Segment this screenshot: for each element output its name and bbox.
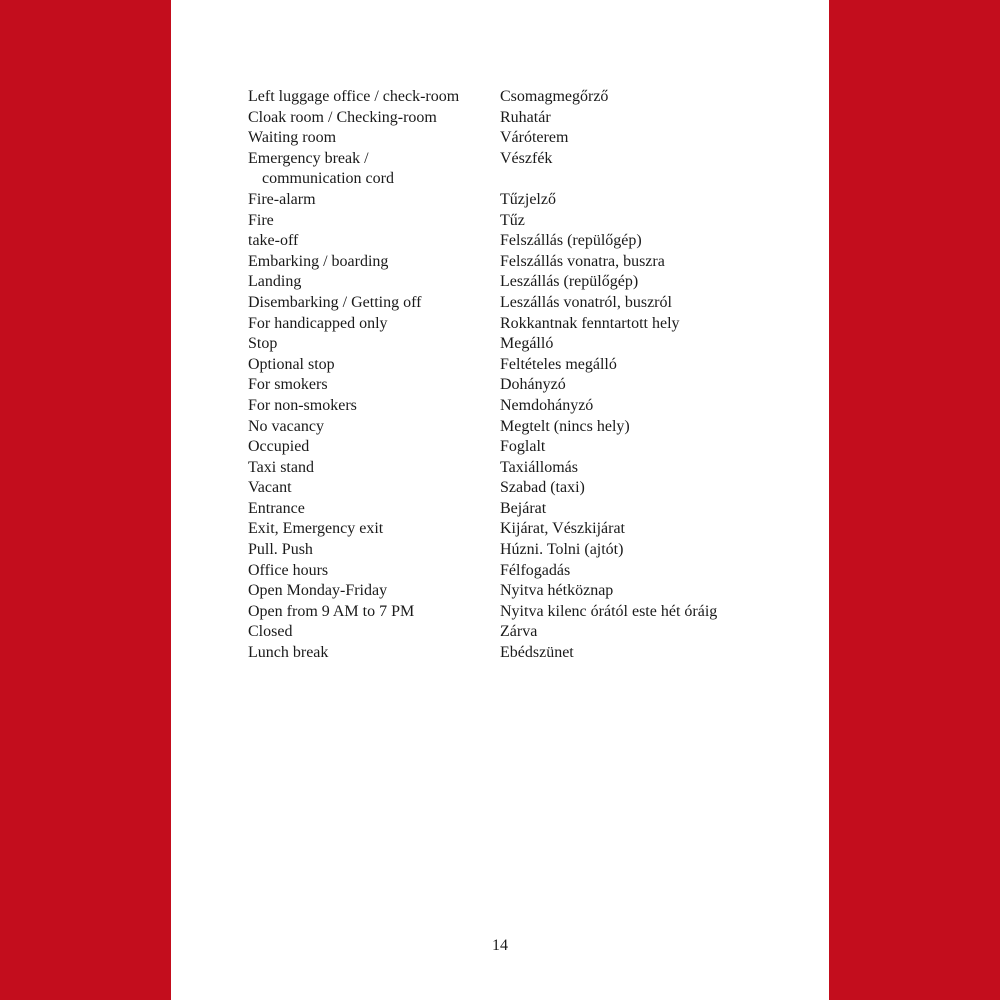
english-phrase	[248, 581, 500, 602]
hungarian-phrase: Félfogadás	[500, 561, 571, 579]
hungarian-phrase: Váróterem	[500, 129, 569, 147]
phrase-row	[248, 211, 808, 232]
phrase-row	[248, 108, 808, 129]
english-phrase-text: Exit, Emergency exit	[248, 520, 384, 538]
hungarian-phrase: Ruhatár	[500, 108, 551, 126]
phrase-row	[248, 581, 808, 602]
hungarian-phrase: Felszállás (repülőgép)	[500, 232, 642, 250]
english-phrase-text: Open from 9 AM to 7 PM	[248, 602, 415, 620]
hungarian-phrase: Leszállás vonatról, buszról	[500, 293, 672, 311]
phrase-row	[248, 540, 808, 561]
english-phrase-text: Emergency break /	[248, 149, 369, 167]
english-phrase-text: Taxi stand	[248, 458, 314, 476]
english-phrase-text: Fire	[248, 211, 274, 229]
english-phrase-text: Landing	[248, 273, 302, 291]
phrase-row	[248, 458, 808, 479]
hungarian-phrase: Felszállás vonatra, buszra	[500, 252, 665, 270]
phrase-row	[248, 622, 808, 643]
english-phrase-text: Disembarking / Getting off	[248, 293, 422, 311]
english-phrase	[248, 231, 500, 252]
phrase-row	[248, 561, 808, 582]
phrase-list	[248, 87, 808, 664]
english-phrase	[248, 334, 500, 355]
hungarian-phrase: Bejárat	[500, 499, 547, 517]
english-phrase-text: Embarking / boarding	[248, 252, 389, 270]
hungarian-phrase: Foglalt	[500, 438, 546, 456]
phrase-row	[248, 499, 808, 520]
english-phrase	[248, 478, 500, 499]
phrase-row	[248, 293, 808, 314]
english-phrase	[248, 643, 500, 664]
phrase-row	[248, 417, 808, 438]
english-phrase-text: take-off	[248, 232, 299, 250]
english-phrase	[248, 417, 500, 438]
english-phrase-text: Office hours	[248, 561, 329, 579]
page-number: 14	[492, 937, 508, 954]
english-phrase-text: Fire-alarm	[248, 190, 316, 208]
english-phrase	[248, 272, 500, 293]
english-phrase-text: Cloak room / Checking-room	[248, 108, 437, 126]
english-phrase-text: No vacancy	[248, 417, 324, 435]
english-phrase	[248, 190, 500, 211]
english-phrase	[248, 252, 500, 273]
english-phrase	[248, 108, 500, 129]
english-phrase-text: Entrance	[248, 499, 305, 517]
english-phrase-text: Left luggage office / check-room	[248, 88, 460, 105]
english-phrase-continuation: communication cord	[262, 170, 394, 188]
hungarian-phrase: Tűz	[500, 211, 525, 229]
english-phrase	[248, 211, 500, 232]
english-phrase	[248, 355, 500, 376]
english-phrase	[248, 293, 500, 314]
hungarian-phrase: Dohányzó	[500, 376, 566, 394]
hungarian-phrase: Ebédszünet	[500, 644, 574, 662]
phrase-row	[248, 128, 808, 149]
english-phrase-text: Waiting room	[248, 129, 337, 147]
english-phrase-text: Optional stop	[248, 355, 335, 373]
english-phrase	[248, 437, 500, 458]
phrase-row	[248, 519, 808, 540]
english-phrase	[248, 396, 500, 417]
english-phrase-text: Vacant	[248, 479, 292, 497]
english-phrase	[248, 561, 500, 582]
hungarian-phrase: Húzni. Tolni (ajtót)	[500, 541, 624, 559]
english-phrase	[248, 87, 500, 108]
english-phrase	[248, 519, 500, 540]
hungarian-phrase: Kijárat, Vészkijárat	[500, 520, 625, 538]
hungarian-phrase: Vészfék	[500, 149, 553, 167]
phrase-row	[248, 602, 808, 623]
phrase-row	[248, 437, 808, 458]
phrase-row	[248, 375, 808, 396]
hungarian-phrase: Szabad (taxi)	[500, 479, 585, 497]
phrase-row	[248, 149, 808, 190]
english-phrase-text: For handicapped only	[248, 314, 388, 332]
english-phrase-text: Pull. Push	[248, 541, 313, 559]
phrase-row	[248, 272, 808, 293]
hungarian-phrase: Nyitva kilenc órától este hét óráig	[500, 602, 718, 620]
hungarian-phrase: Rokkantnak fenntartott hely	[500, 314, 680, 332]
english-phrase	[248, 458, 500, 479]
hungarian-phrase: Leszállás (repülőgép)	[500, 273, 639, 291]
english-phrase-text: For non-smokers	[248, 396, 357, 414]
hungarian-phrase: Nyitva hétköznap	[500, 582, 614, 600]
english-phrase-text: For smokers	[248, 376, 328, 394]
hungarian-phrase: Zárva	[500, 623, 538, 641]
english-phrase-text: Open Monday-Friday	[248, 582, 388, 600]
phrase-row	[248, 355, 808, 376]
english-phrase-text: Closed	[248, 623, 293, 641]
hungarian-phrase: Nemdohányzó	[500, 396, 594, 414]
phrase-row	[248, 396, 808, 417]
english-phrase	[248, 602, 500, 623]
phrase-row	[248, 87, 808, 108]
hungarian-phrase: Taxiállomás	[500, 458, 578, 476]
english-phrase	[248, 540, 500, 561]
english-phrase-text: Lunch break	[248, 644, 329, 662]
phrase-row	[248, 643, 808, 664]
english-phrase	[248, 499, 500, 520]
book-page	[171, 0, 829, 1000]
english-phrase-text: Stop	[248, 335, 278, 353]
phrase-row	[248, 190, 808, 211]
hungarian-phrase: Csomagmegőrző	[500, 88, 609, 105]
english-phrase	[248, 149, 500, 190]
hungarian-phrase: Megtelt (nincs hely)	[500, 417, 630, 435]
hungarian-phrase: Megálló	[500, 335, 554, 353]
phrase-row	[248, 231, 808, 252]
hungarian-phrase: Tűzjelző	[500, 190, 556, 208]
phrase-row	[248, 478, 808, 499]
english-phrase	[248, 314, 500, 335]
english-phrase-text: Occupied	[248, 438, 310, 456]
english-phrase	[248, 375, 500, 396]
english-phrase	[248, 128, 500, 149]
phrase-row	[248, 314, 808, 335]
hungarian-phrase: Feltételes megálló	[500, 355, 617, 373]
phrase-row	[248, 334, 808, 355]
english-phrase	[248, 622, 500, 643]
phrase-row	[248, 252, 808, 273]
